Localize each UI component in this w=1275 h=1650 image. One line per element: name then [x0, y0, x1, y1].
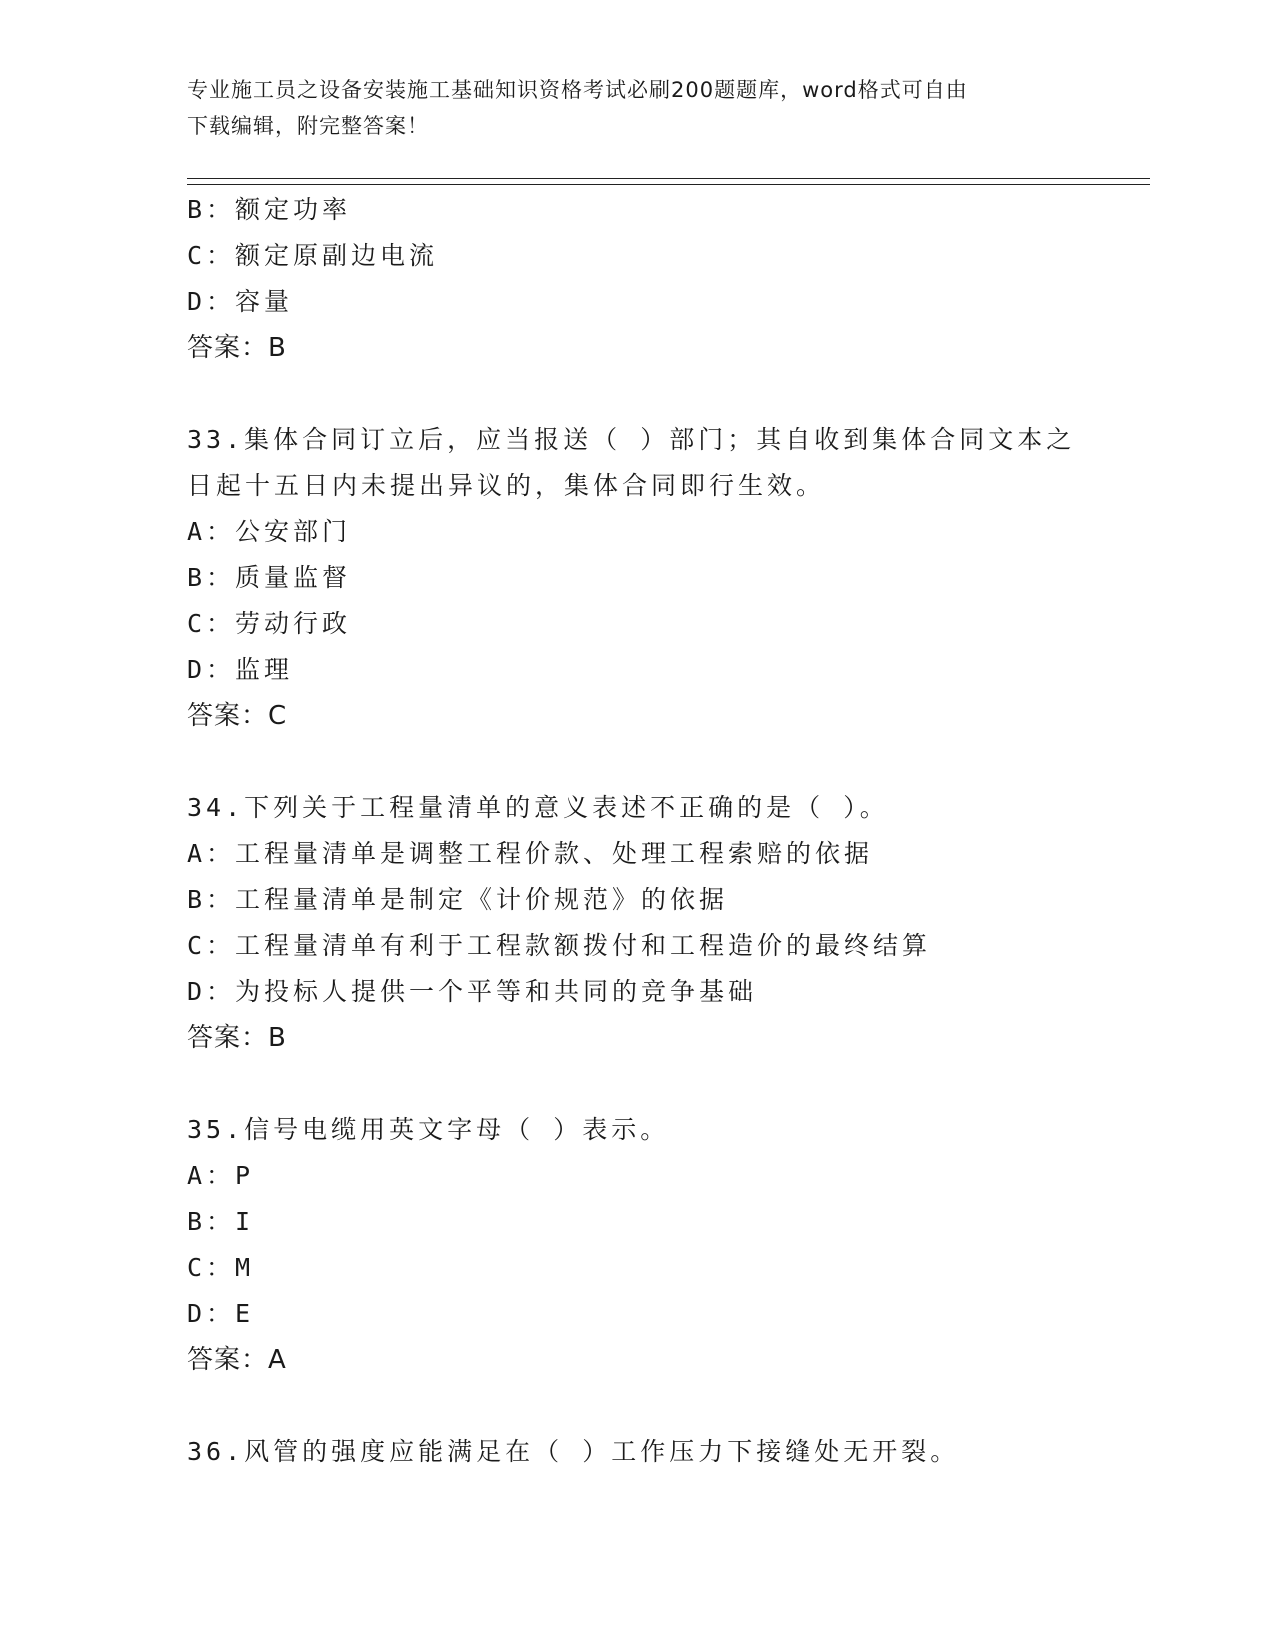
option-c: C：M: [187, 1253, 255, 1282]
option-b: B：I: [187, 1207, 255, 1236]
option-d: D：为投标人提供一个平等和共同的竞争基础: [187, 977, 758, 1006]
question-block-35: [187, 1107, 1147, 1383]
question-stem-line1: 33.集体合同订立后，应当报送（ ）部门；其自收到集体合同文本之: [187, 425, 1076, 454]
spacer: [187, 1383, 1147, 1429]
option-b: B：工程量清单是制定《计价规范》的依据: [187, 885, 729, 914]
question-block-32: [187, 187, 1147, 371]
option-c: C：额定原副边电流: [187, 241, 439, 270]
option-a: A：工程量清单是调整工程价款、处理工程索赔的依据: [187, 839, 874, 868]
answer-line: 答案：C: [187, 701, 288, 731]
question-block-33: [187, 417, 1147, 739]
question-stem-line1: 34.下列关于工程量清单的意义表述不正确的是（ ）。: [187, 793, 889, 822]
header-title-line2: 下载编辑，附完整答案！: [187, 114, 429, 138]
spacer: [187, 371, 1147, 417]
spacer: [187, 1061, 1147, 1107]
question-block-34: [187, 785, 1147, 1061]
question-stem-line1: 35.信号电缆用英文字母（ ）表示。: [187, 1115, 670, 1144]
spacer: [187, 739, 1147, 785]
answer-line: 答案：A: [187, 1345, 287, 1375]
option-d: D：容量: [187, 287, 294, 316]
option-c: C：工程量清单有利于工程款额拨付和工程造价的最终结算: [187, 931, 932, 960]
document-header: [187, 72, 1087, 144]
question-stem-line2: 日起十五日内未提出异议的，集体合同即行生效。: [187, 471, 826, 500]
option-b: B：质量监督: [187, 563, 352, 592]
option-b: B：额定功率: [187, 195, 352, 224]
option-c: C：劳动行政: [187, 609, 352, 638]
option-d: D：E: [187, 1299, 255, 1328]
option-d: D：监理: [187, 655, 294, 684]
answer-line: 答案：B: [187, 1023, 287, 1053]
question-stem-line1: 36.风管的强度应能满足在（ ）工作压力下接缝处无开裂。: [187, 1437, 960, 1466]
header-divider: [187, 178, 1150, 185]
option-a: A：公安部门: [187, 517, 352, 546]
header-title-line1: 专业施工员之设备安装施工基础知识资格考试必刷200题题库，word格式可自由: [187, 78, 968, 102]
document-body: [187, 187, 1147, 1475]
option-a: A：P: [187, 1161, 255, 1190]
question-block-36: [187, 1429, 1147, 1475]
answer-line: 答案：B: [187, 333, 287, 363]
